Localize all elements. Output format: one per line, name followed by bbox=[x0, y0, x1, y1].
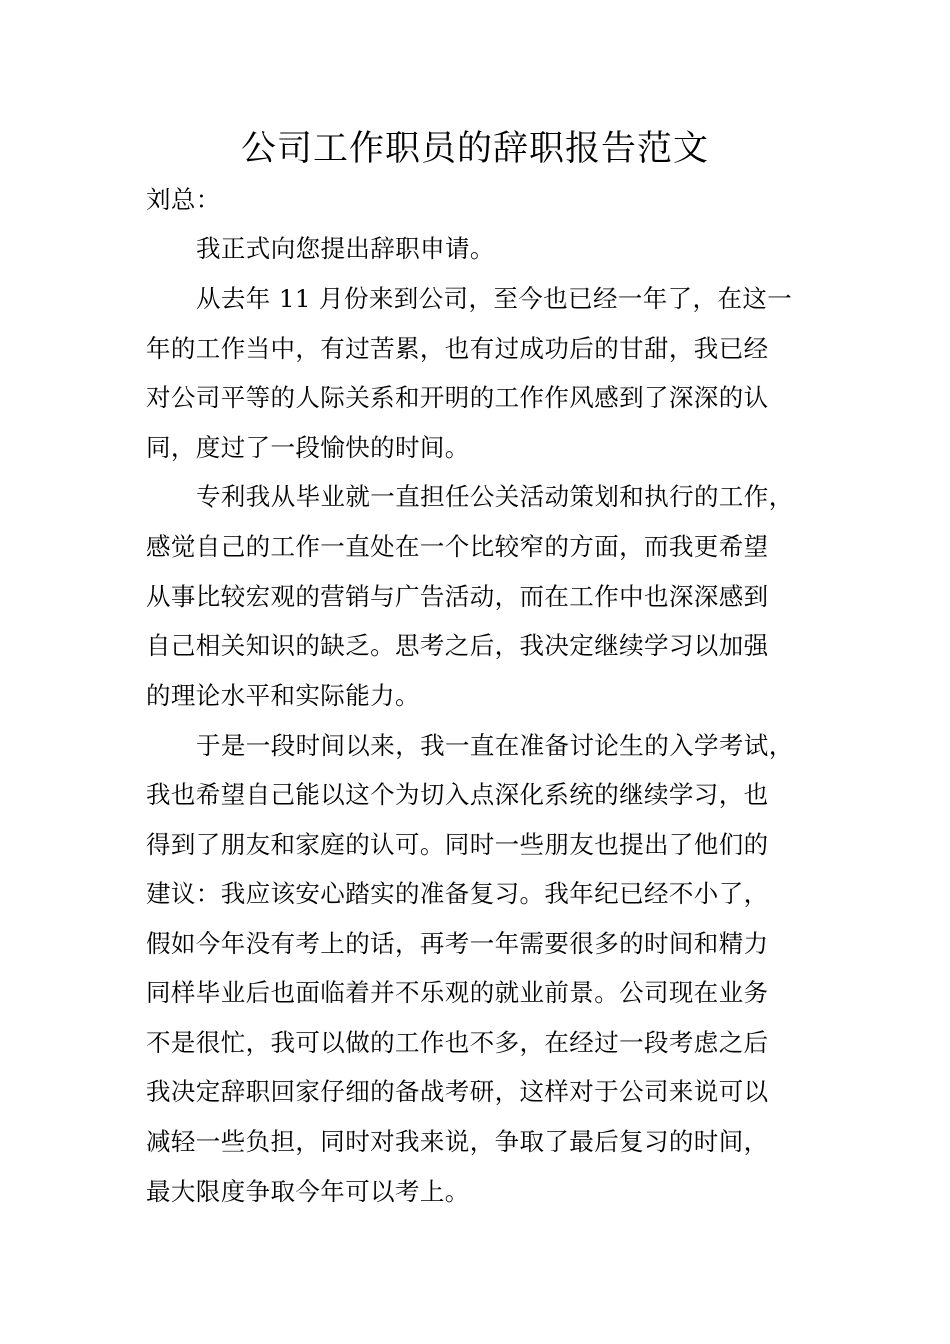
body-line: 自己相关知识的缺乏。思考之后，我决定继续学习以加强 bbox=[146, 631, 769, 660]
document-title: 公司工作职员的辞职报告范文 bbox=[240, 129, 709, 169]
body-line: 对公司平等的人际关系和开明的工作作风感到了深深的认 bbox=[146, 383, 769, 412]
body-line: 从去年 11 月份来到公司，至今也已经一年了，在这一 bbox=[196, 284, 793, 313]
body-line: 假如今年没有考上的话，再考一年需要很多的时间和精力 bbox=[146, 929, 769, 958]
body-line: 我正式向您提出辞职申请。 bbox=[196, 234, 495, 263]
body-line: 建议：我应该安心踏实的准备复习。我年纪已经不小了， bbox=[146, 879, 769, 908]
body-line: 我也希望自己能以这个为切入点深化系统的继续学习，也 bbox=[146, 780, 769, 809]
body-line: 于是一段时间以来，我一直在准备讨论生的入学考试， bbox=[196, 731, 794, 760]
body-line: 不是很忙，我可以做的工作也不多，在经过一段考虑之后 bbox=[146, 1028, 769, 1057]
body-line: 同，度过了一段愉快的时间。 bbox=[146, 433, 470, 462]
salutation: 刘总： bbox=[146, 185, 221, 214]
body-line: 同样毕业后也面临着并不乐观的就业前景。公司现在业务 bbox=[146, 978, 769, 1007]
body-line: 的理论水平和实际能力。 bbox=[146, 681, 420, 710]
body-line: 减轻一些负担，同时对我来说，争取了最后复习的时间， bbox=[146, 1127, 769, 1156]
body-line: 年的工作当中，有过苦累，也有过成功后的甘甜，我已经 bbox=[146, 334, 769, 363]
body-line: 得到了朋友和家庭的认可。同时一些朋友也提出了他们的 bbox=[146, 830, 769, 859]
body-line: 我决定辞职回家仔细的备战考研，这样对于公司来说可以 bbox=[146, 1077, 769, 1106]
body-line: 从事比较宏观的营销与广告活动，而在工作中也深深感到 bbox=[146, 582, 769, 611]
body-line: 感觉自己的工作一直处在一个比较窄的方面，而我更希望 bbox=[146, 532, 769, 561]
body-line: 专利我从毕业就一直担任公关活动策划和执行的工作， bbox=[196, 482, 794, 511]
body-line: 最大限度争取今年可以考上。 bbox=[146, 1177, 470, 1206]
